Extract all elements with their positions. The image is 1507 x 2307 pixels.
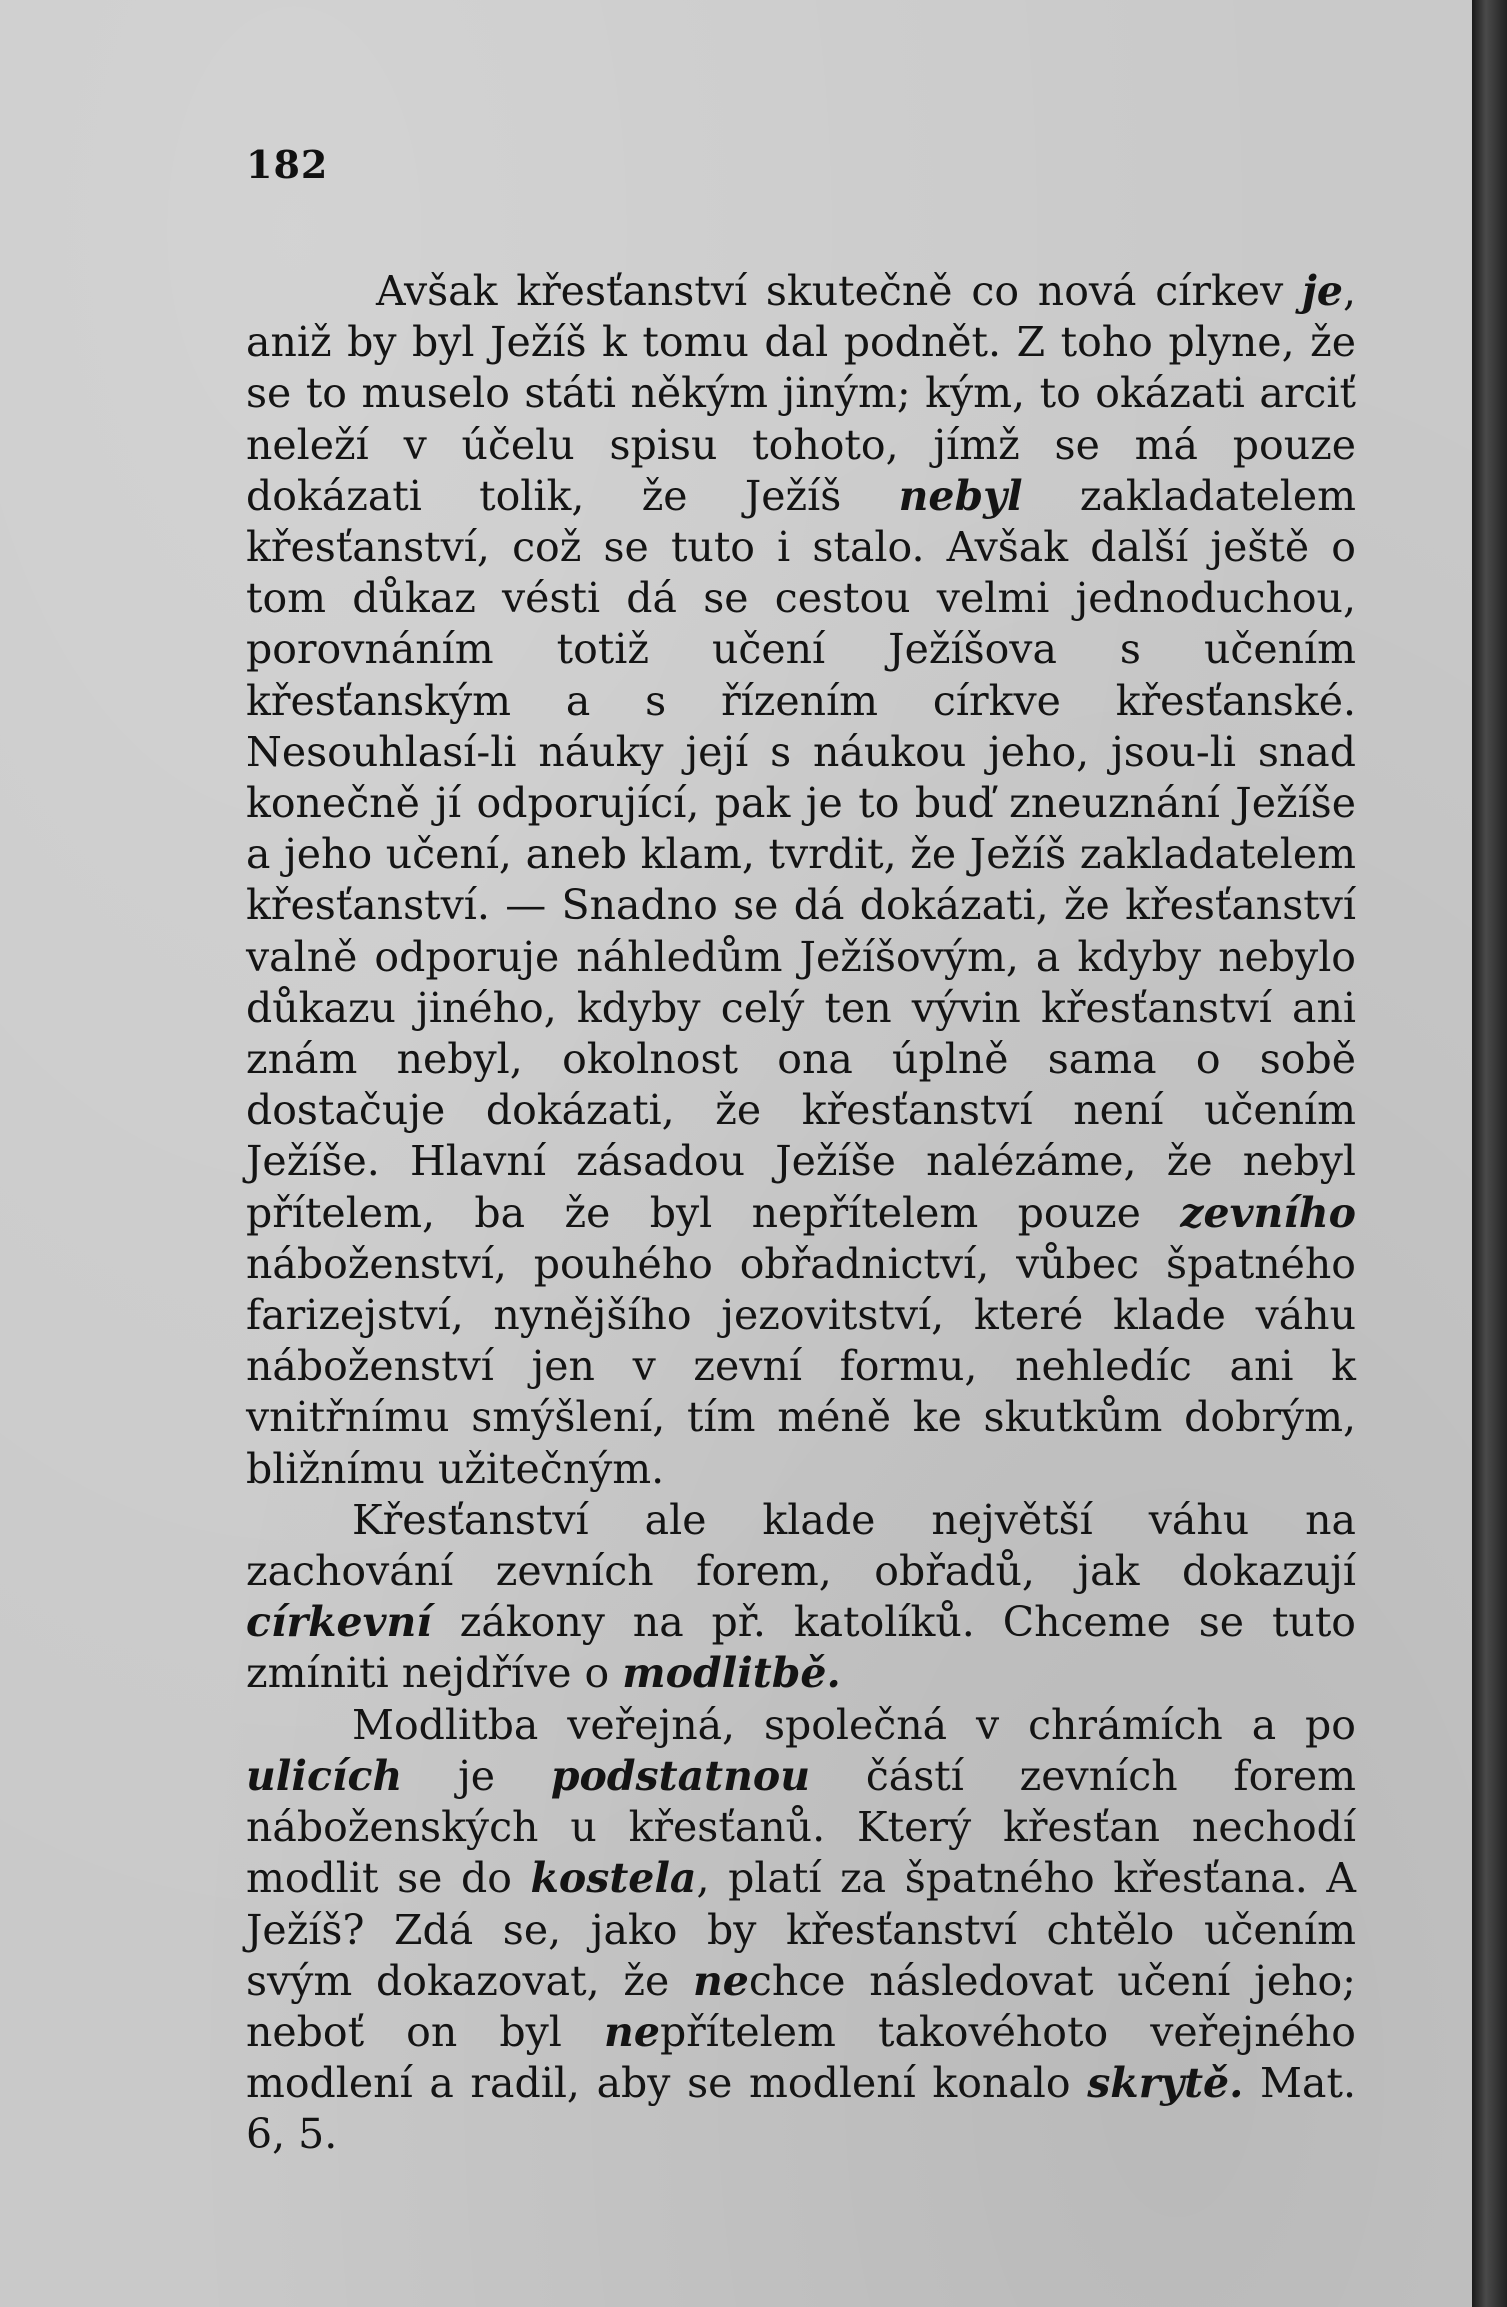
emphasis-segment: nebyl — [898, 471, 1023, 520]
body-text — [246, 266, 1356, 2161]
text-segment: zakladatelem křesťanství, což se tuto i stalo. Avšak další ještě o tom důkaz vésti dá se cestou velmi jednoduchou, porovnáním totiž učení Ježíšova s učením křesťanským a s řízením církve křesťanské. Nesouhlasí-li náuky její s náukou jeho, jsou-li snad konečně jí odporující, pak je to buď zneuznání Ježíše a jeho učení, aneb klam, tvrdit, že Ježíš zakladatelem křesťanství. — Snadno se dá dokázati, že křesťanství valně odporuje náhledům Ježíšovým, a kdyby nebylo důkazu jiného, kdyby celý ten vývin křesťanství ani znám nebyl, okolnost ona úplně sama o sobě dostačuje dokázati, že křesťanství není učením Ježíše. Hlavní zásadou Ježíše nalézáme, že nebyl přítelem, ba že byl nepřítelem pouze — [246, 471, 1356, 1237]
emphasis-segment: modlitbě. — [622, 1649, 841, 1698]
emphasis-segment: zevního — [1180, 1188, 1356, 1237]
book-spine-edge — [1472, 0, 1507, 2307]
text-segment: částí zevních forem náboženských u křesťanů. Který křesťan nechodí modlit se do — [246, 1751, 1356, 1903]
emphasis-segment: kostela — [530, 1854, 697, 1903]
paragraph — [246, 266, 1356, 1495]
text-segment: , aniž by byl Ježíš k tomu dal podnět. Z toho plyne, že se to muselo státi někým jiným; kým, to okázati arciť neleží v účelu spisu tohoto, jímž se má pouze dokázati tolik, že Ježíš — [246, 267, 1356, 520]
emphasis-segment: podstatnou — [550, 1751, 811, 1800]
paragraph — [246, 1700, 1356, 2161]
text-segment: Mat. 6, 5. — [246, 2059, 1356, 2159]
page-number: 182 — [246, 142, 329, 187]
text-segment: Modlitba veřejná, společná v chrámích a po — [352, 1700, 1356, 1749]
text-segment: přítelem takovéhoto veřejného modlení a radil, aby se modlení konalo — [246, 2007, 1356, 2108]
text-segment: , platí za špatného křesťana. A Ježíš? Zdá se, jako by křesťanství chtělo učením svým dokazovat, že — [246, 1854, 1356, 2005]
emphasis-segment: církevní — [246, 1598, 432, 1647]
paragraph — [246, 1495, 1356, 1700]
text-segment: Avšak křesťanství skutečně co nová církev — [376, 267, 1303, 315]
emphasis-segment: skrytě. — [1087, 2059, 1244, 2108]
emphasis-segment: je — [1302, 267, 1343, 315]
emphasis-segment: ne — [692, 1956, 749, 2005]
text-segment: Křesťanství ale klade největší váhu na zachování zevních forem, obřadů, jak dokazují — [246, 1495, 1356, 1596]
emphasis-segment: ne — [604, 2007, 660, 2056]
emphasis-segment: ulicích — [246, 1751, 403, 1800]
text-segment: náboženství, pouhého obřadnictví, vůbec špatného farizejství, nynějšího jezovitství, které klade váhu náboženství jen v zevní formu, nehledíc ani k vnitřnímu smýšlení, tím méně ke skutkům dobrým, bližnímu užitečným. — [246, 1239, 1356, 1493]
text-segment: chce následovat učení jeho; neboť on byl — [246, 1956, 1356, 2056]
text-segment: zákony na př. katolíků. Chceme se tuto zmíniti nejdříve o — [246, 1598, 1356, 1698]
text-segment: je — [402, 1751, 551, 1800]
